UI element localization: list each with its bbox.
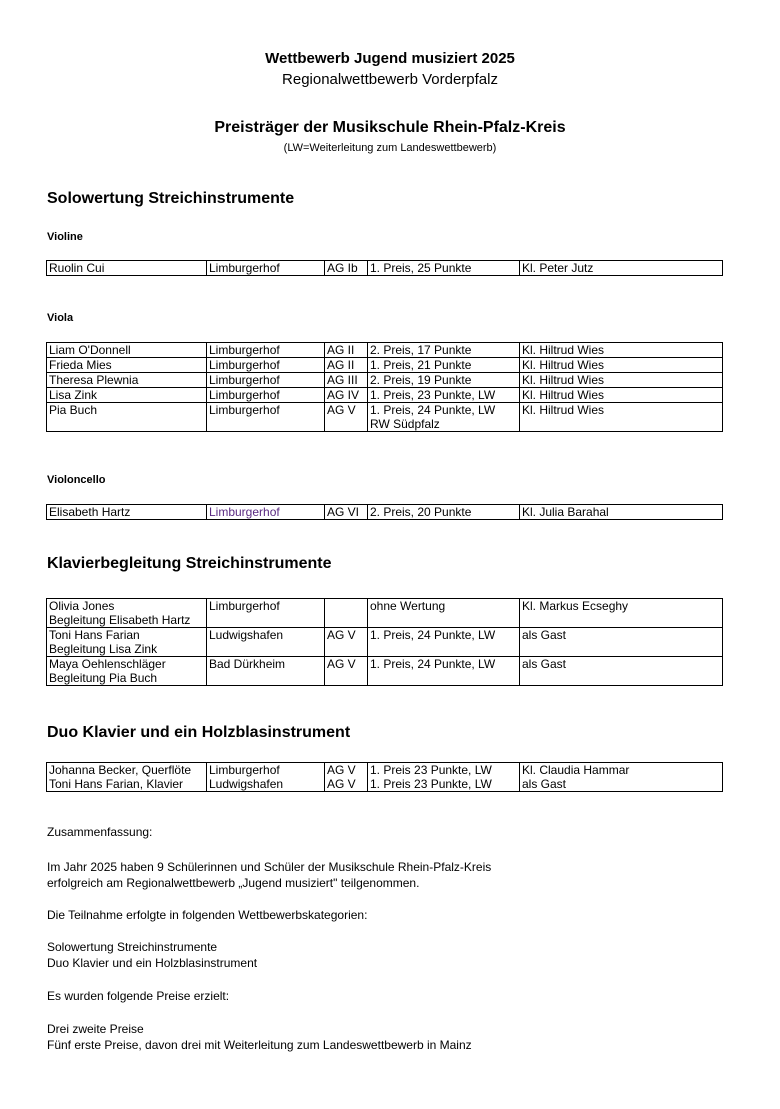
subsection-viola: Viola: [47, 312, 74, 324]
summary-category-2: Duo Klavier und ein Holzblasinstrument: [47, 956, 258, 970]
summary-paragraph-2: Die Teilnahme erfolgte in folgenden Wettbewerbskategorien:: [47, 908, 368, 922]
cell-teacher: als Gast: [520, 777, 723, 792]
cell-name: Ruolin Cui: [47, 261, 207, 276]
cell-name: Pia Buch: [47, 403, 207, 432]
table-row: [47, 763, 723, 778]
cell-place: Limburgerhof: [207, 388, 325, 403]
cell-result: 2. Preis, 19 Punkte: [368, 373, 520, 388]
cell-result: 1. Preis, 24 Punkte, LW: [368, 657, 520, 686]
table-row: [47, 777, 723, 792]
subsection-violoncello: Violoncello: [47, 474, 106, 486]
cell-name: Johanna Becker, Querflöte: [47, 763, 207, 778]
section-title-solo: Solowertung Streichinstrumente: [47, 190, 295, 207]
cell-teacher: Kl. Julia Barahal: [520, 505, 723, 520]
table-row: [47, 599, 723, 628]
cell-name: Olivia Jones Begleitung Elisabeth Hartz: [47, 599, 207, 628]
cell-teacher: Kl. Hiltrud Wies: [520, 403, 723, 432]
cell-place: Bad Dürkheim: [207, 657, 325, 686]
document-note: (LW=Weiterleitung zum Landeswettbewerb): [283, 142, 497, 154]
cell-age-group: AG Ib: [325, 261, 368, 276]
document-subtitle: Regionalwettbewerb Vorderpfalz: [282, 71, 498, 88]
cell-age-group: AG VI: [325, 505, 368, 520]
table-klavier: [46, 598, 723, 686]
cell-age-group: [325, 599, 368, 628]
summary-prize-1: Drei zweite Preise: [47, 1022, 144, 1036]
cell-teacher: Kl. Markus Ecseghy: [520, 599, 723, 628]
table-row: [47, 358, 723, 373]
cell-teacher: als Gast: [520, 657, 723, 686]
table-violine: [46, 260, 723, 276]
document-heading: Preisträger der Musikschule Rhein-Pfalz-Kreis: [214, 119, 566, 136]
summary-paragraph-3: Es wurden folgende Preise erzielt:: [47, 989, 230, 1003]
cell-name: Elisabeth Hartz: [47, 505, 207, 520]
cell-result: 1. Preis 23 Punkte, LW: [368, 763, 520, 778]
cell-place: Limburgerhof: [207, 358, 325, 373]
cell-place: Limburgerhof: [207, 763, 325, 778]
cell-age-group: AG V: [325, 657, 368, 686]
cell-teacher: Kl. Hiltrud Wies: [520, 388, 723, 403]
table-row: [47, 261, 723, 276]
cell-teacher: Kl. Hiltrud Wies: [520, 373, 723, 388]
section-title-klavier: Klavierbegleitung Streichinstrumente: [47, 555, 332, 572]
cell-name: Toni Hans Farian, Klavier: [47, 777, 207, 792]
cell-result: 1. Preis, 21 Punkte: [368, 358, 520, 373]
cell-result: ohne Wertung: [368, 599, 520, 628]
summary-categories: [47, 939, 257, 971]
cell-name: Toni Hans Farian Begleitung Lisa Zink: [47, 628, 207, 657]
cell-teacher: als Gast: [520, 628, 723, 657]
section-title-duo: Duo Klavier und ein Holzblasinstrument: [47, 724, 351, 741]
table-row: [47, 388, 723, 403]
cell-result: 2. Preis, 17 Punkte: [368, 343, 520, 358]
cell-age-group: AG IV: [325, 388, 368, 403]
cell-age-group: AG II: [325, 343, 368, 358]
cell-name: Theresa Plewnia: [47, 373, 207, 388]
cell-result: 1. Preis, 24 Punkte, LW RW Südpfalz: [368, 403, 520, 432]
cell-place: Limburgerhof: [207, 343, 325, 358]
cell-result: 1. Preis, 25 Punkte: [368, 261, 520, 276]
cell-result: 1. Preis, 24 Punkte, LW: [368, 628, 520, 657]
cell-place: Limburgerhof: [207, 505, 325, 520]
cell-age-group: AG III: [325, 373, 368, 388]
cell-result: 1. Preis, 23 Punkte, LW: [368, 388, 520, 403]
table-row: [47, 373, 723, 388]
summary-prizes: [47, 1021, 472, 1053]
cell-name: Liam O'Donnell: [47, 343, 207, 358]
table-viola: [46, 342, 723, 432]
cell-result: 2. Preis, 20 Punkte: [368, 505, 520, 520]
cell-place: Ludwigshafen: [207, 628, 325, 657]
cell-result: 1. Preis 23 Punkte, LW: [368, 777, 520, 792]
cell-place: Limburgerhof: [207, 373, 325, 388]
cell-name: Frieda Mies: [47, 358, 207, 373]
summary-prize-2: Fünf erste Preise, davon drei mit Weiterleitung zum Landeswettbewerb in Mainz: [47, 1038, 472, 1052]
cell-age-group: AG V: [325, 763, 368, 778]
cell-age-group: AG V: [325, 777, 368, 792]
cell-name: Lisa Zink: [47, 388, 207, 403]
summary-heading: Zusammenfassung:: [47, 825, 153, 839]
cell-teacher: Kl. Claudia Hammar: [520, 763, 723, 778]
document-title: Wettbewerb Jugend musiziert 2025: [265, 50, 515, 67]
cell-place: Limburgerhof: [207, 599, 325, 628]
table-violoncello: [46, 504, 723, 520]
cell-name: Maya Oehlenschläger Begleitung Pia Buch: [47, 657, 207, 686]
cell-place: Limburgerhof: [207, 403, 325, 432]
table-row: [47, 657, 723, 686]
cell-teacher: Kl. Hiltrud Wies: [520, 343, 723, 358]
cell-place: Ludwigshafen: [207, 777, 325, 792]
cell-teacher: Kl. Peter Jutz: [520, 261, 723, 276]
summary-paragraph-1-line-2: erfolgreich am Regionalwettbewerb „Jugend musiziert" teilgenommen.: [47, 876, 420, 890]
summary-paragraph-1: [47, 859, 491, 891]
subsection-violine: Violine: [47, 231, 83, 243]
table-duo: [46, 762, 723, 792]
table-row: [47, 505, 723, 520]
table-row: [47, 628, 723, 657]
summary-category-1: Solowertung Streichinstrumente: [47, 940, 218, 954]
table-row: [47, 343, 723, 358]
cell-age-group: AG V: [325, 403, 368, 432]
cell-age-group: AG II: [325, 358, 368, 373]
cell-teacher: Kl. Hiltrud Wies: [520, 358, 723, 373]
cell-place: Limburgerhof: [207, 261, 325, 276]
cell-age-group: AG V: [325, 628, 368, 657]
summary-paragraph-1-line-1: Im Jahr 2025 haben 9 Schülerinnen und Schüler der Musikschule Rhein-Pfalz-Kreis: [47, 860, 492, 874]
table-row: [47, 403, 723, 432]
